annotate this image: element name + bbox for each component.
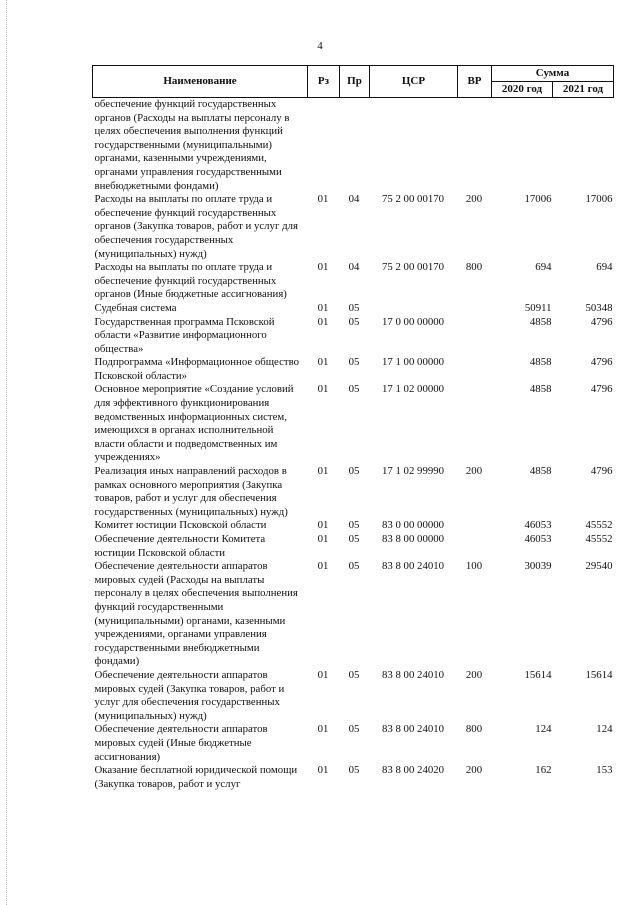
row-rz: 01 [317,764,329,777]
row-name: Обеспечение деятельности Комитета юстиции Псковской области [94,533,266,559]
header-sum: Сумма [492,66,614,82]
row-amount-2021: 50348 [585,301,613,314]
row-pr: 05 [348,560,360,573]
row-pr: 05 [348,383,360,396]
row-vr: 800 [465,723,483,736]
row-name: Комитет юстиции Псковской области [94,519,267,532]
row-pr: 05 [348,301,360,314]
row-vr [458,302,492,316]
row-pr: 05 [348,668,360,681]
row-csr: 83 8 00 24020 [381,764,445,777]
row-pr: 04 [348,193,360,206]
row-rz: 01 [317,668,329,681]
header-name: Наименование [93,66,308,98]
row-amount-2021: 4796 [590,356,613,369]
row-amount-2021: 45552 [585,519,613,532]
row-name: Расходы на выплаты по оплате труда и обеспечение функций государственных органов (Иные бюджетные ассигнования) [94,261,287,301]
row-vr [458,533,492,560]
table-row [93,519,614,533]
row-csr: 83 8 00 24010 [381,723,445,736]
row-amount-2021 [553,98,614,194]
row-csr: 17 1 00 00000 [381,356,445,369]
table-row [93,383,614,465]
row-csr: 17 1 02 00000 [381,383,445,396]
row-amount-2020: 15614 [524,668,552,681]
row-pr: 05 [348,465,360,478]
row-vr: 200 [465,764,483,777]
table-row [93,98,614,194]
row-pr [340,98,370,194]
row-name: Расходы на выплаты по оплате труда и обеспечение функций государственных органов (Закупка товаров, работ и услуг для обеспечения государственных (муниципальных) нужд) [94,193,298,260]
row-name: Реализация иных направлений расходов в рамках основного мероприятия (Закупка товаров, работ и услуг для обеспечения государственных (муниципальных) нужд) [94,465,288,518]
row-rz: 01 [317,533,329,545]
header-rz: Рз [308,66,340,98]
row-amount-2020: 30039 [524,560,552,573]
row-rz: 01 [317,383,329,396]
row-pr: 05 [348,533,360,545]
row-vr [458,383,492,465]
row-pr: 05 [348,356,360,369]
row-vr [458,316,492,357]
table-row [93,465,614,519]
row-rz: 01 [317,465,329,478]
row-name: обеспечение функций государственных органов (Расходы на выплаты персоналу в целях обеспечения выполнения функций государственными (муниципальными) органами, казенными учреждениями, органами управления государственными внебюджетными фондами) [94,98,290,192]
row-csr: 75 2 00 00170 [381,261,445,274]
row-csr [370,302,458,316]
row-csr: 83 8 00 00000 [381,533,445,545]
table-header [93,66,614,98]
table-row [93,316,614,357]
table-row [93,560,614,669]
row-pr: 05 [348,519,360,532]
table-row [93,533,614,560]
row-rz: 01 [317,315,329,328]
row-rz: 01 [317,356,329,369]
row-rz: 01 [317,261,329,274]
row-csr: 75 2 00 00170 [381,193,445,206]
row-amount-2021: 4796 [590,315,613,328]
row-pr: 05 [348,764,360,777]
row-amount-2021: 17006 [585,193,613,206]
row-amount-2020: 50911 [524,301,552,314]
row-name: Оказание бесплатной юридической помощи (Закупка товаров, работ и услуг [94,764,298,790]
row-name: Обеспечение деятельности аппаратов мировых судей (Закупка товаров, работ и услуг для обеспечения государственных (муниципальных) нужд) [94,668,285,722]
row-vr: 100 [465,560,483,573]
row-vr: 200 [465,465,483,478]
row-amount-2021: 4796 [590,383,613,396]
row-vr [458,98,492,194]
row-amount-2021: 124 [596,723,613,736]
row-amount-2020: 46053 [524,533,552,545]
row-amount-2020: 162 [535,764,552,777]
row-amount-2021: 15614 [585,668,613,681]
row-amount-2020: 4858 [529,315,552,328]
scan-edge [6,0,8,905]
row-amount-2020 [492,98,553,194]
row-vr [458,356,492,383]
row-rz: 01 [317,301,329,314]
row-vr [458,519,492,533]
table-row [93,261,614,302]
row-csr: 83 0 00 00000 [381,519,445,532]
row-amount-2021: 694 [596,261,613,274]
header-year-2021: 2021 год [553,82,614,98]
row-csr: 17 0 00 00000 [381,315,445,328]
row-name: Обеспечение деятельности аппаратов мировых судей (Иные бюджетные ассигнования) [94,723,268,763]
table-row [93,193,614,261]
table-body [93,98,614,792]
row-amount-2020: 4858 [529,465,552,478]
row-csr: 83 8 00 24010 [381,668,445,681]
table-row [93,669,614,723]
row-rz: 01 [317,723,329,736]
row-rz: 01 [317,193,329,206]
row-amount-2021: 45552 [585,533,613,545]
row-amount-2021: 29540 [585,560,613,573]
row-name: Судебная система [94,301,177,314]
row-vr: 200 [465,668,483,681]
header-vr: ВР [458,66,492,98]
row-amount-2020: 694 [535,261,552,274]
row-amount-2020: 4858 [529,356,552,369]
header-csr: ЦСР [370,66,458,98]
row-amount-2020: 46053 [524,519,552,532]
header-year-2020: 2020 год [492,82,553,98]
row-pr: 05 [348,723,360,736]
row-name: Государственная программа Псковской области «Развитие информационного общества» [94,315,275,355]
budget-table [92,65,614,791]
row-name: Основное мероприятие «Создание условий для эффективного функционирования ведомственных информационных систем, имеющихся в органах исполнительной власти области и подведомственных им учреждениях» [94,383,294,464]
row-amount-2020: 124 [535,723,552,736]
table-row [93,302,614,316]
row-rz: 01 [317,560,329,573]
row-amount-2020: 4858 [529,383,552,396]
row-csr: 83 8 00 24010 [381,560,445,573]
row-csr [370,98,458,194]
row-vr: 800 [465,261,483,274]
row-pr: 05 [348,315,360,328]
row-amount-2020: 17006 [524,193,552,206]
row-amount-2021: 4796 [590,465,613,478]
row-rz: 01 [317,519,329,532]
row-amount-2021: 153 [596,764,613,777]
row-name: Подпрограмма «Информационное общество Псковской области» [94,356,300,382]
row-vr: 200 [465,193,483,206]
table-row [93,356,614,383]
row-name: Обеспечение деятельности аппаратов мировых судей (Расходы на выплаты персоналу в целях обеспечения выполнения функций государственными (муниципальными) органами, казенными учреждениями, органами управления государственными внебюджетными фондами) [94,560,298,668]
page-number: 4 [317,40,323,52]
header-pr: Пр [340,66,370,98]
table-row [93,723,614,764]
row-rz [308,98,340,194]
row-csr: 17 1 02 99990 [381,465,445,478]
table-row [93,764,614,791]
row-pr: 04 [348,261,360,274]
